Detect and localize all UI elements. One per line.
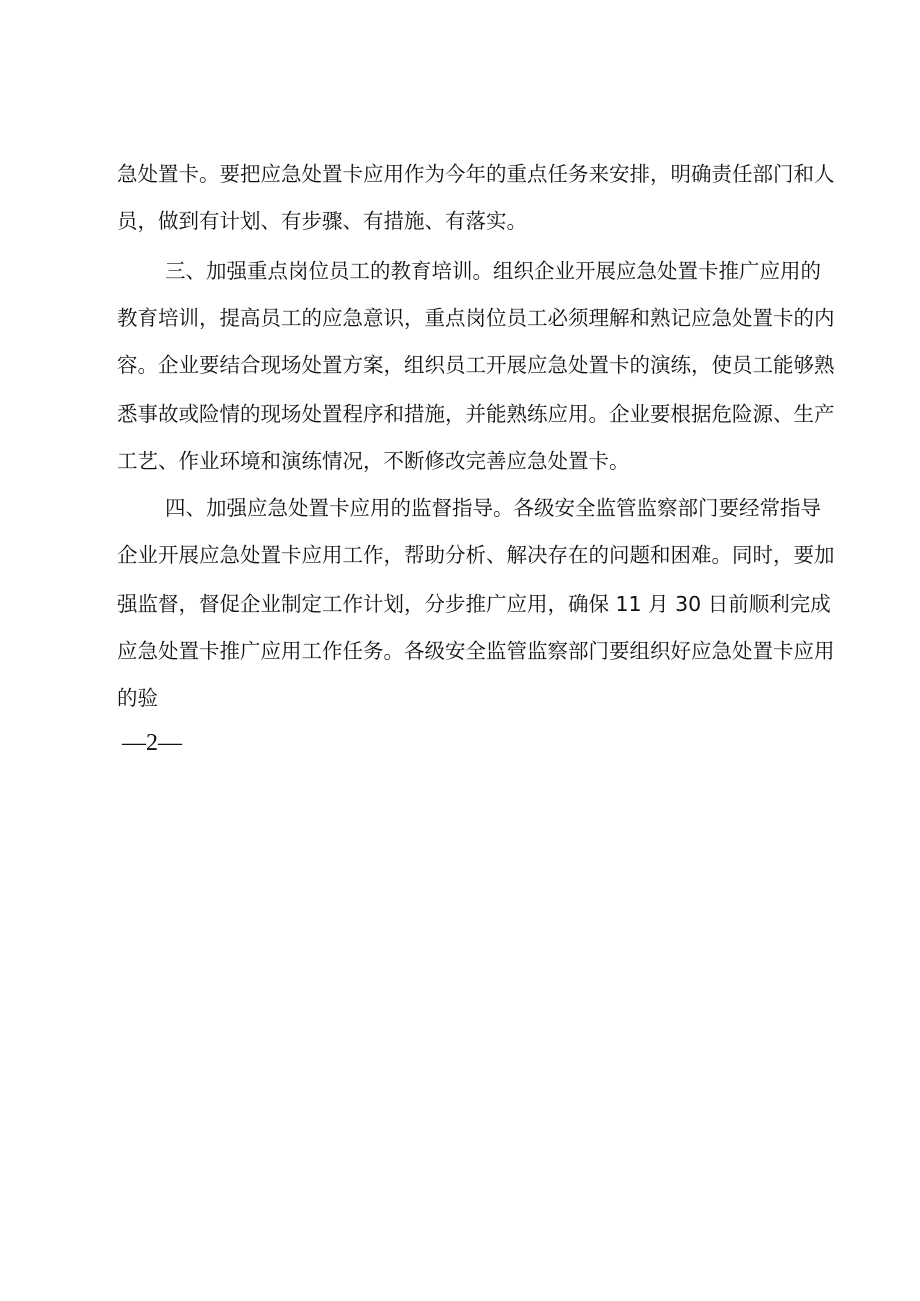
text-line-4: 教育培训，提高员工的应急意识，重点岗位员工必须理解和熟记应急处置卡的内 — [117, 306, 835, 330]
text-line-12: 的验 — [117, 686, 158, 710]
section-four-heading-line: 四、加强应急处置卡应用的监督指导。各级安全监管监察部门要经常指导 — [165, 496, 821, 520]
text-line-7: 工艺、作业环境和演练情况，不断修改完善应急处置卡。 — [117, 449, 630, 473]
section-three-heading-line: 三、加强重点岗位员工的教育培训。组织企业开展应急处置卡推广应用的 — [165, 259, 821, 283]
page-number: —2— — [122, 730, 182, 756]
text-line-10: 强监督，督促企业制定工作计划，分步推广应用，确保 11 月 30 日前顺利完成 — [117, 592, 831, 616]
text-line-1: 急处置卡。要把应急处置卡应用作为今年的重点任务来安排，明确责任部门和人 — [117, 162, 835, 186]
text-line-5: 容。企业要结合现场处置方案，组织员工开展应急处置卡的演练，使员工能够熟 — [117, 353, 835, 377]
text-line-9: 企业开展应急处置卡应用工作，帮助分析、解决存在的问题和困难。同时，要加 — [117, 543, 835, 567]
text-line-11: 应急处置卡推广应用工作任务。各级安全监管监察部门要组织好应急处置卡应用 — [117, 639, 835, 663]
text-line-6: 悉事故或险情的现场处置程序和措施，并能熟练应用。企业要根据危险源、生产 — [117, 402, 835, 426]
text-line-2: 员，做到有计划、有步骤、有措施、有落实。 — [117, 209, 527, 233]
